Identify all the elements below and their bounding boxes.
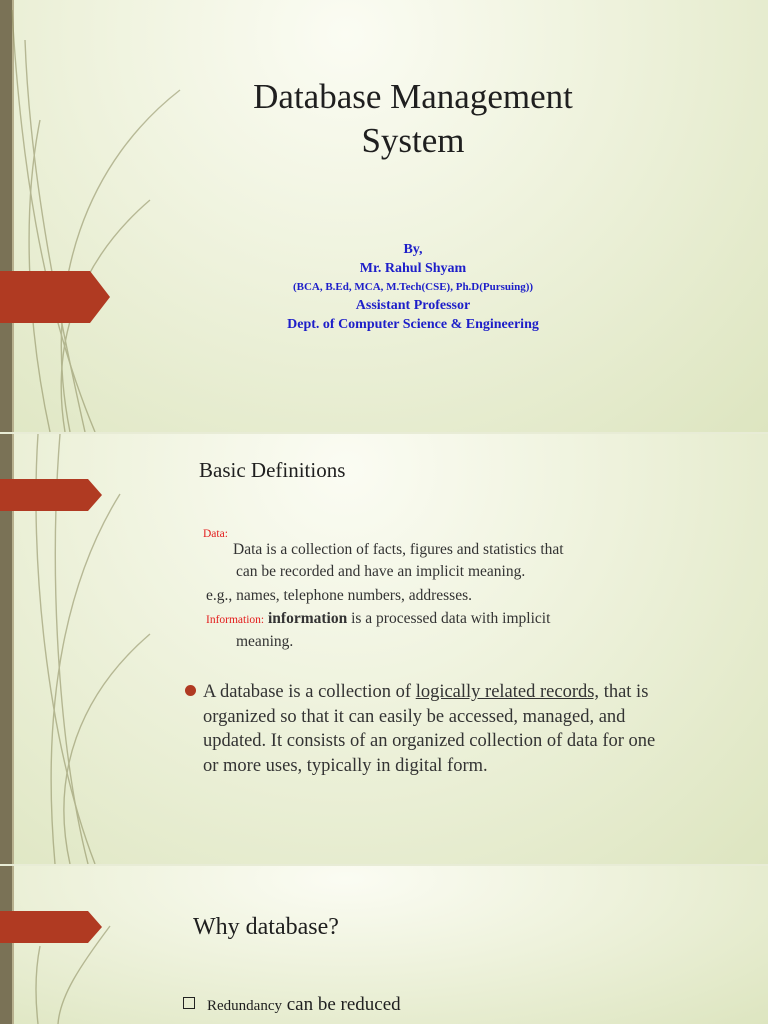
- title-line-1: Database Management: [253, 77, 573, 116]
- information-term: information: [268, 610, 348, 627]
- information-definition: [206, 608, 550, 631]
- database-definition-start: A database is a collection of: [203, 682, 416, 702]
- data-definition-line-1: Data is a collection of facts, figures and statistics that: [233, 541, 564, 558]
- bullet-dot: [185, 685, 196, 696]
- definitions-slide: [0, 434, 768, 864]
- information-definition-text: is a processed data with implicit: [347, 610, 551, 627]
- database-definition: [186, 680, 666, 778]
- why-database-slide: [0, 866, 768, 1024]
- database-definition-underlined: logically related records,: [415, 682, 600, 702]
- author-department: Dept. of Computer Science & Engineering: [287, 317, 539, 332]
- author-designation: Assistant Professor: [355, 298, 471, 313]
- list-item-term: Redundancy: [207, 998, 282, 1014]
- slide-heading: Basic Definitions: [199, 458, 346, 482]
- list-item: [183, 994, 401, 1016]
- author-qualifications: (BCA, B.Ed, MCA, M.Tech(CSE), Ph.D(Pursuing)): [292, 281, 534, 293]
- list-item-text: can be reduced: [281, 994, 401, 1015]
- information-label: Information:: [206, 614, 265, 626]
- author-block: [58, 240, 768, 334]
- title-slide: [0, 0, 768, 432]
- title-line-2: System: [361, 121, 465, 160]
- slide-heading: Why database?: [193, 914, 339, 940]
- author-name: Mr. Rahul Shyam: [359, 261, 467, 276]
- slide-title: [0, 75, 768, 163]
- data-example: e.g., names, telephone numbers, addresses.: [206, 587, 473, 604]
- decorative-swirl: [0, 0, 240, 432]
- information-definition-line-2: meaning.: [236, 633, 294, 650]
- checkbox-bullet-icon: [183, 997, 195, 1009]
- accent-tag-arrow: [0, 911, 102, 943]
- accent-tag-arrow: [0, 479, 102, 511]
- by-label: By,: [403, 242, 423, 257]
- database-definition-rest: that is organized so that it can easily be accessed, managed, and updated. It consists of an organized collection of data for one or more uses, typically in digital form.: [203, 682, 656, 776]
- data-label: Data:: [203, 528, 228, 540]
- data-definition-line-2: can be recorded and have an implicit meaning.: [236, 563, 526, 580]
